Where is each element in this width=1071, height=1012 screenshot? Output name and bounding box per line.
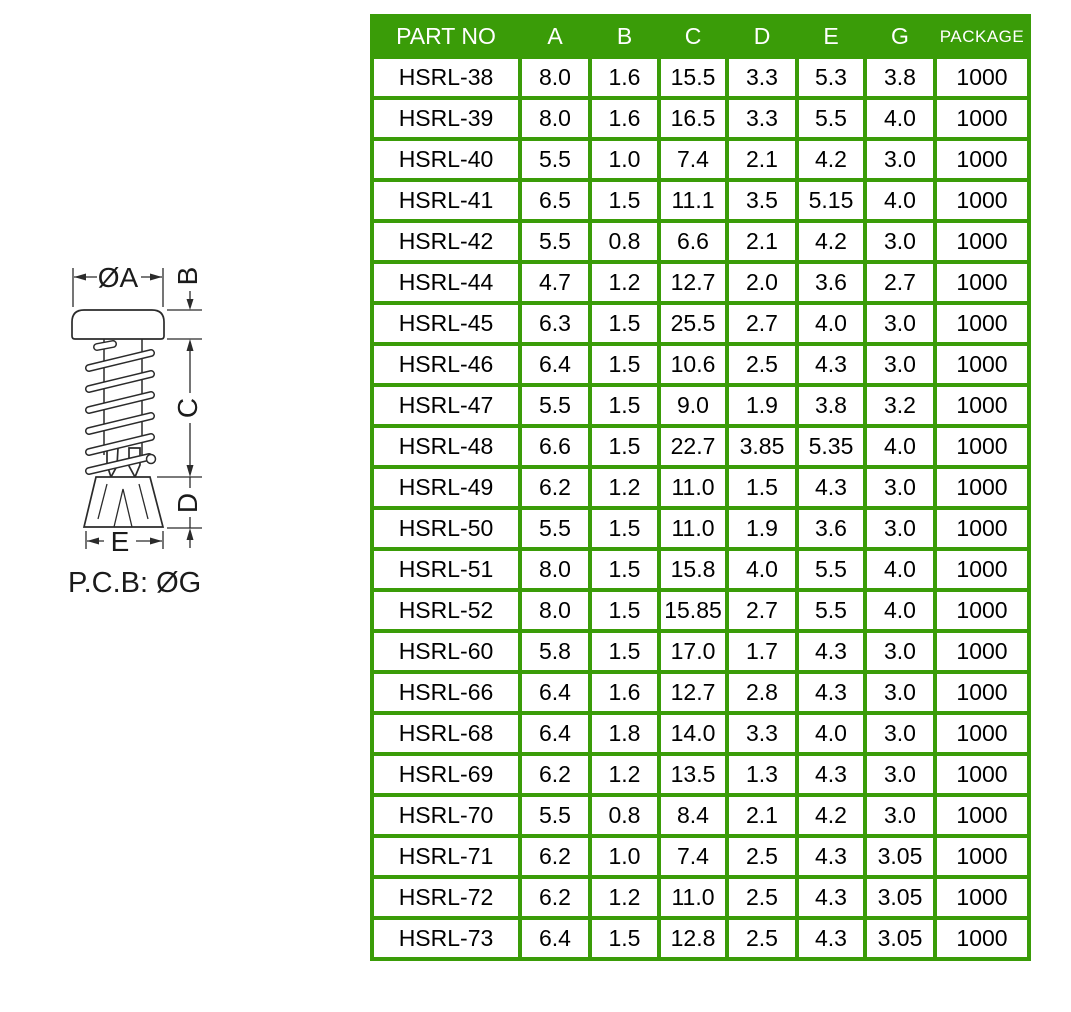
table-row [372, 836, 1029, 877]
table-cell: 1.9 [727, 508, 797, 549]
dim-label-c: C [172, 397, 203, 419]
table-cell: 11.0 [659, 877, 727, 918]
table-cell: 3.0 [865, 508, 935, 549]
table-cell: 1.6 [590, 57, 659, 98]
table-cell: 8.0 [520, 57, 590, 98]
table-cell: 1.2 [590, 467, 659, 508]
table-cell: 8.4 [659, 795, 727, 836]
table-cell: 11.1 [659, 180, 727, 221]
table-cell: HSRL-73 [372, 918, 520, 959]
table-cell: 5.5 [520, 508, 590, 549]
table-cell: HSRL-44 [372, 262, 520, 303]
table-cell: 1.5 [590, 508, 659, 549]
table-cell: HSRL-70 [372, 795, 520, 836]
table-cell: 4.2 [797, 139, 865, 180]
table-cell: 1000 [935, 221, 1029, 262]
table-cell: 6.2 [520, 836, 590, 877]
table-cell: 1.5 [590, 180, 659, 221]
table-cell: 1.0 [590, 139, 659, 180]
table-cell: 4.0 [865, 98, 935, 139]
table-row [372, 672, 1029, 713]
table-cell: 1000 [935, 713, 1029, 754]
dim-label-d: D [172, 492, 203, 514]
table-cell: 1.5 [590, 631, 659, 672]
table-cell: 15.5 [659, 57, 727, 98]
table-cell: 4.0 [865, 180, 935, 221]
table-cell: 3.0 [865, 221, 935, 262]
table-cell: 0.8 [590, 795, 659, 836]
table-row [372, 139, 1029, 180]
table-cell: 1.0 [590, 836, 659, 877]
table-cell: 5.5 [520, 795, 590, 836]
table-cell: 6.4 [520, 672, 590, 713]
table-row [372, 713, 1029, 754]
table-cell: 1.5 [590, 385, 659, 426]
table-row [372, 303, 1029, 344]
table-cell: 7.4 [659, 139, 727, 180]
table-cell: 3.0 [865, 713, 935, 754]
table-cell: 4.3 [797, 467, 865, 508]
table-cell: 2.8 [727, 672, 797, 713]
table-cell: HSRL-47 [372, 385, 520, 426]
table-row [372, 467, 1029, 508]
table-cell: 1000 [935, 426, 1029, 467]
table-cell: 6.4 [520, 918, 590, 959]
table-cell: HSRL-68 [372, 713, 520, 754]
table-cell: 12.7 [659, 672, 727, 713]
table-row [372, 180, 1029, 221]
table-cell: 7.4 [659, 836, 727, 877]
table-cell: 2.7 [865, 262, 935, 303]
table-cell: HSRL-71 [372, 836, 520, 877]
table-cell: 4.0 [865, 590, 935, 631]
table-cell: HSRL-52 [372, 590, 520, 631]
table-cell: 1000 [935, 139, 1029, 180]
column-header: B [590, 16, 659, 57]
table-cell: 2.5 [727, 918, 797, 959]
table-row [372, 57, 1029, 98]
table-cell: 3.0 [865, 303, 935, 344]
column-header: PART NO [372, 16, 520, 57]
table-cell: 1.2 [590, 262, 659, 303]
table-cell: 3.05 [865, 877, 935, 918]
table-cell: 1.5 [590, 426, 659, 467]
table-cell: 1.6 [590, 98, 659, 139]
dim-d [167, 477, 203, 548]
table-cell: 5.5 [520, 221, 590, 262]
table-cell: 5.8 [520, 631, 590, 672]
table-cell: 13.5 [659, 754, 727, 795]
table-cell: 3.3 [727, 98, 797, 139]
table-cell: 15.85 [659, 590, 727, 631]
pcb-hole-note: P.C.B: ØG [68, 567, 202, 599]
part-diagram [30, 245, 300, 615]
table-row [372, 795, 1029, 836]
dim-a [73, 262, 163, 307]
table-cell: 1000 [935, 57, 1029, 98]
table-cell: 2.5 [727, 344, 797, 385]
table-cell: HSRL-46 [372, 344, 520, 385]
table-cell: 5.15 [797, 180, 865, 221]
dim-e [86, 526, 163, 557]
table-cell: 6.5 [520, 180, 590, 221]
table-cell: 5.3 [797, 57, 865, 98]
table-cell: 1000 [935, 672, 1029, 713]
table-cell: 4.3 [797, 672, 865, 713]
table-cell: 11.0 [659, 508, 727, 549]
table-cell: 1000 [935, 631, 1029, 672]
table-cell: 4.3 [797, 836, 865, 877]
table-cell: 1000 [935, 590, 1029, 631]
table-cell: 3.8 [865, 57, 935, 98]
table-cell: 8.0 [520, 98, 590, 139]
table-cell: 2.5 [727, 877, 797, 918]
table-row [372, 426, 1029, 467]
header-row [372, 16, 1029, 57]
table-cell: 3.0 [865, 754, 935, 795]
table-cell: 1000 [935, 877, 1029, 918]
table-cell: 10.6 [659, 344, 727, 385]
table-cell: HSRL-49 [372, 467, 520, 508]
table-cell: 1000 [935, 795, 1029, 836]
table-cell: 1000 [935, 385, 1029, 426]
table-cell: 3.0 [865, 344, 935, 385]
table-cell: 2.1 [727, 221, 797, 262]
table-row [372, 262, 1029, 303]
table-cell: 9.0 [659, 385, 727, 426]
table-cell: 6.6 [520, 426, 590, 467]
wire-end [147, 455, 156, 464]
spec-table-header [372, 16, 1029, 57]
table-cell: 1000 [935, 467, 1029, 508]
table-cell: 2.0 [727, 262, 797, 303]
column-header: PACKAGE [935, 16, 1029, 57]
table-cell: 4.0 [797, 303, 865, 344]
table-cell: 8.0 [520, 590, 590, 631]
table-cell: HSRL-72 [372, 877, 520, 918]
table-cell: 1.5 [590, 344, 659, 385]
table-cell: 1.5 [590, 303, 659, 344]
table-cell: 1.5 [727, 467, 797, 508]
column-header: G [865, 16, 935, 57]
table-cell: HSRL-40 [372, 139, 520, 180]
column-header: D [727, 16, 797, 57]
table-cell: HSRL-69 [372, 754, 520, 795]
table-cell: 3.6 [797, 508, 865, 549]
table-cell: 4.2 [797, 795, 865, 836]
table-cell: 1.5 [590, 549, 659, 590]
table-cell: 6.4 [520, 344, 590, 385]
table-cell: 1.5 [590, 590, 659, 631]
table-cell: 1000 [935, 262, 1029, 303]
table-cell: 17.0 [659, 631, 727, 672]
table-row [372, 877, 1029, 918]
table-cell: HSRL-42 [372, 221, 520, 262]
table-cell: 3.0 [865, 795, 935, 836]
table-cell: HSRL-45 [372, 303, 520, 344]
table-row [372, 918, 1029, 959]
table-cell: 3.0 [865, 631, 935, 672]
table-cell: 3.0 [865, 139, 935, 180]
table-cell: HSRL-60 [372, 631, 520, 672]
dim-c [157, 351, 203, 477]
table-cell: 1000 [935, 344, 1029, 385]
table-cell: 3.0 [865, 467, 935, 508]
table-cell: 16.5 [659, 98, 727, 139]
table-cell: 2.7 [727, 590, 797, 631]
table-cell: 11.0 [659, 467, 727, 508]
table-cell: 1000 [935, 508, 1029, 549]
table-cell: 4.3 [797, 918, 865, 959]
table-row [372, 221, 1029, 262]
table-cell: HSRL-38 [372, 57, 520, 98]
table-cell: 1000 [935, 836, 1029, 877]
dim-label-a: ØA [97, 262, 139, 293]
table-cell: HSRL-50 [372, 508, 520, 549]
table-cell: 1.2 [590, 754, 659, 795]
table-cell: 1000 [935, 98, 1029, 139]
table-cell: HSRL-39 [372, 98, 520, 139]
table-cell: 4.3 [797, 754, 865, 795]
table-cell: 4.0 [865, 549, 935, 590]
table-cell: 1000 [935, 180, 1029, 221]
table-cell: 3.3 [727, 713, 797, 754]
table-cell: 6.2 [520, 877, 590, 918]
table-cell: 4.0 [727, 549, 797, 590]
table-cell: 4.2 [797, 221, 865, 262]
table-cell: 5.35 [797, 426, 865, 467]
table-cell: HSRL-41 [372, 180, 520, 221]
part-diagram-svg [30, 245, 300, 615]
table-cell: 2.7 [727, 303, 797, 344]
table-cell: 1.9 [727, 385, 797, 426]
table-cell: 4.0 [797, 713, 865, 754]
clip [84, 477, 163, 527]
table-cell: 8.0 [520, 549, 590, 590]
table-row [372, 549, 1029, 590]
cap [72, 310, 164, 339]
dim-b [167, 267, 203, 351]
table-cell: 6.2 [520, 467, 590, 508]
table-row [372, 385, 1029, 426]
table-cell: 2.1 [727, 795, 797, 836]
table-row [372, 754, 1029, 795]
table-cell: 5.5 [797, 98, 865, 139]
table-cell: 3.0 [865, 672, 935, 713]
column-header: A [520, 16, 590, 57]
table-cell: 1.7 [727, 631, 797, 672]
table-cell: 2.1 [727, 139, 797, 180]
table-cell: HSRL-51 [372, 549, 520, 590]
table-cell: 5.5 [797, 590, 865, 631]
table-cell: 3.5 [727, 180, 797, 221]
table-row [372, 344, 1029, 385]
column-header: C [659, 16, 727, 57]
table-cell: 4.0 [865, 426, 935, 467]
table-cell: 3.05 [865, 918, 935, 959]
column-header: E [797, 16, 865, 57]
spec-table-body [372, 57, 1029, 959]
table-cell: 1.5 [590, 918, 659, 959]
table-cell: 12.7 [659, 262, 727, 303]
table-cell: 1000 [935, 918, 1029, 959]
table-cell: 12.8 [659, 918, 727, 959]
table-cell: 1.8 [590, 713, 659, 754]
table-cell: 1000 [935, 754, 1029, 795]
table-row [372, 631, 1029, 672]
table-cell: 4.3 [797, 344, 865, 385]
table-cell: 5.5 [797, 549, 865, 590]
table-cell: 0.8 [590, 221, 659, 262]
spec-table [370, 14, 1031, 961]
table-cell: 15.8 [659, 549, 727, 590]
table-cell: 4.3 [797, 877, 865, 918]
table-cell: 22.7 [659, 426, 727, 467]
table-cell: 25.5 [659, 303, 727, 344]
table-cell: 1.6 [590, 672, 659, 713]
table-cell: 1.2 [590, 877, 659, 918]
table-cell: 1000 [935, 303, 1029, 344]
table-cell: 3.6 [797, 262, 865, 303]
table-cell: 5.5 [520, 139, 590, 180]
table-cell: HSRL-48 [372, 426, 520, 467]
table-cell: 5.5 [520, 385, 590, 426]
table-cell: 4.3 [797, 631, 865, 672]
table-cell: HSRL-66 [372, 672, 520, 713]
table-cell: 6.2 [520, 754, 590, 795]
dim-label-b: B [172, 266, 203, 286]
table-cell: 4.7 [520, 262, 590, 303]
table-cell: 3.3 [727, 57, 797, 98]
table-row [372, 98, 1029, 139]
table-cell: 1000 [935, 549, 1029, 590]
table-cell: 3.2 [865, 385, 935, 426]
table-cell: 6.4 [520, 713, 590, 754]
table-cell: 3.05 [865, 836, 935, 877]
table-row [372, 508, 1029, 549]
table-cell: 14.0 [659, 713, 727, 754]
table-cell: 2.5 [727, 836, 797, 877]
table-cell: 6.3 [520, 303, 590, 344]
table-cell: 3.85 [727, 426, 797, 467]
table-cell: 3.8 [797, 385, 865, 426]
table-cell: 6.6 [659, 221, 727, 262]
table-cell: 1.3 [727, 754, 797, 795]
table-row [372, 590, 1029, 631]
dim-label-e: E [110, 526, 130, 557]
